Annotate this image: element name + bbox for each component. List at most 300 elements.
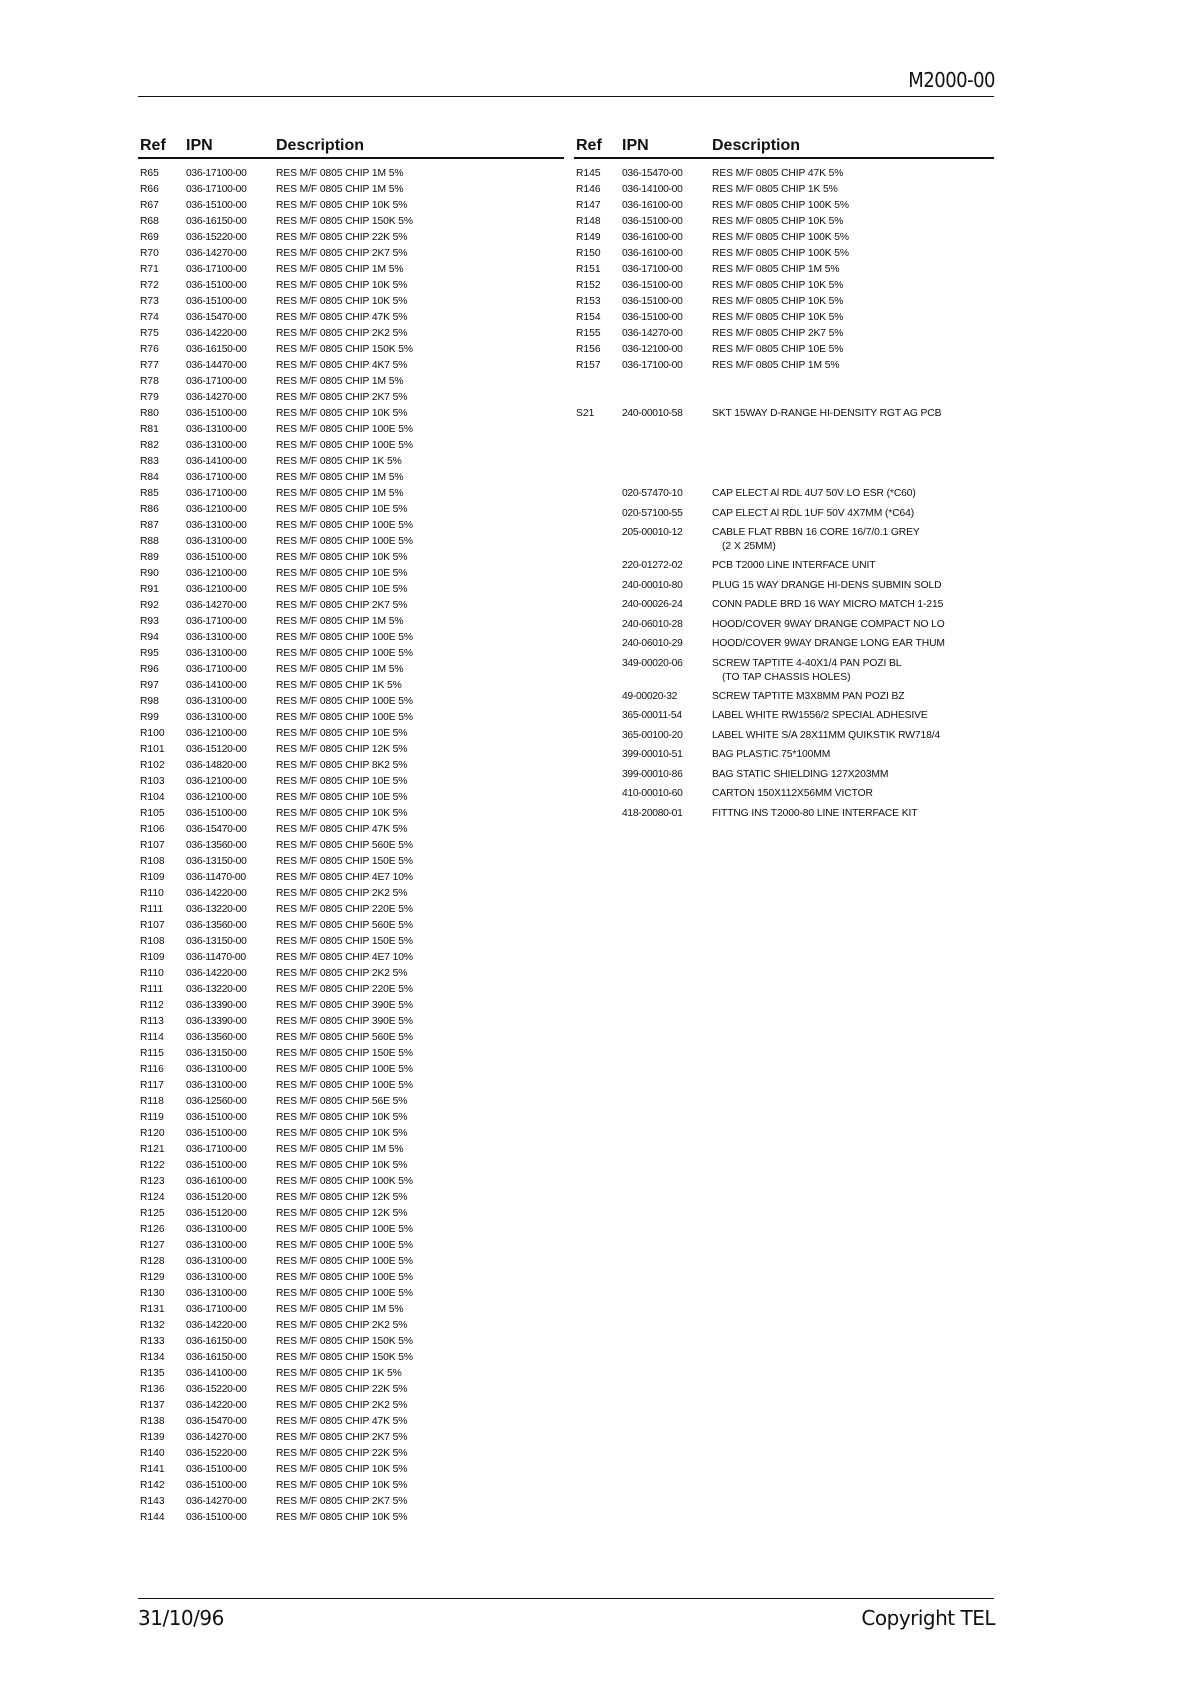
part-row — [574, 787, 994, 807]
description-cell: RES M/F 0805 CHIP 1M 5% — [276, 376, 404, 387]
table-row — [574, 310, 994, 326]
description-cell: RES M/F 0805 CHIP 10K 5% — [276, 808, 408, 819]
ref-cell: R137 — [140, 1400, 165, 1411]
ref-cell: R81 — [140, 424, 159, 435]
ref-cell: R76 — [140, 344, 159, 355]
table-row — [138, 918, 564, 934]
ipn-cell: 036-14220-00 — [186, 1320, 247, 1331]
ipn-cell: 240-00026-24 — [622, 599, 683, 610]
table-row — [138, 1414, 564, 1430]
ipn-cell: 365-00100-20 — [622, 729, 683, 741]
table-row — [138, 1270, 564, 1286]
description-cell: RES M/F 0805 CHIP 47K 5% — [276, 824, 408, 835]
table-row — [138, 998, 564, 1014]
description-cell: RES M/F 0805 CHIP 10K 5% — [276, 1512, 408, 1523]
table-row — [138, 950, 564, 966]
ref-cell: R68 — [140, 216, 159, 227]
ipn-cell: 036-12100-00 — [186, 728, 247, 739]
description-cell: RES M/F 0805 CHIP 150E 5% — [276, 856, 413, 867]
ref-cell: R94 — [140, 632, 159, 643]
ipn-cell: 240-00010-80 — [622, 579, 683, 591]
ipn-cell: 240-00010-58 — [622, 408, 683, 419]
ref-cell: R129 — [140, 1272, 165, 1283]
ipn-cell: 036-13560-00 — [186, 920, 247, 931]
description-cell: CAP ELECT Al RDL 4U7 50V LO ESR (*C60) — [712, 488, 916, 499]
description-cell: RES M/F 0805 CHIP 100E 5% — [276, 1256, 413, 1267]
ref-cell: R107 — [140, 920, 165, 931]
table-row — [138, 982, 564, 998]
description-cell: RES M/F 0805 CHIP 10K 5% — [712, 312, 844, 323]
ref-cell: R128 — [140, 1256, 165, 1267]
ipn-cell: 036-13100-00 — [186, 440, 247, 451]
ref-cell: R72 — [140, 280, 159, 291]
table-row — [138, 230, 564, 246]
description-cell: RES M/F 0805 CHIP 150K 5% — [276, 1352, 413, 1363]
description-cell: RES M/F 0805 CHIP 100E 5% — [276, 440, 413, 451]
ipn-cell: 036-12100-00 — [186, 584, 247, 595]
ipn-cell: 036-15100-00 — [622, 296, 683, 307]
ipn-cell: 020-57470-10 — [622, 488, 683, 499]
table-row — [574, 182, 994, 198]
table-row — [138, 1158, 564, 1174]
ipn-cell: 036-15100-00 — [186, 1128, 247, 1139]
ipn-cell: 036-13100-00 — [186, 1080, 247, 1091]
part-row — [574, 657, 994, 690]
header-ipn: IPN — [186, 137, 213, 154]
description-cell: RES M/F 0805 CHIP 10K 5% — [276, 1128, 408, 1139]
ipn-cell: 036-16100-00 — [622, 248, 683, 259]
ipn-cell: 020-57100-55 — [622, 507, 683, 519]
description-cell: RES M/F 0805 CHIP 1K 5% — [276, 456, 402, 467]
ipn-cell: 036-15470-00 — [622, 168, 683, 179]
table-row — [138, 966, 564, 982]
description-cell: BAG PLASTIC 75*100MM — [712, 749, 831, 760]
description-cell: RES M/F 0805 CHIP 2K2 5% — [276, 328, 408, 339]
ipn-cell: 036-13100-00 — [186, 1288, 247, 1299]
ref-cell: R69 — [140, 232, 159, 243]
table-row — [138, 166, 564, 182]
ipn-cell: 036-13220-00 — [186, 904, 247, 915]
ref-cell: R115 — [140, 1048, 164, 1059]
ref-cell: R153 — [576, 296, 601, 307]
ref-cell: R118 — [140, 1096, 164, 1107]
ipn-cell: 036-14220-00 — [186, 1400, 247, 1411]
table-row — [138, 1334, 564, 1350]
table-row — [574, 262, 994, 278]
ipn-cell: 036-13100-00 — [186, 696, 247, 707]
description-cell: RES M/F 0805 CHIP 100E 5% — [276, 520, 413, 531]
part-row — [574, 637, 994, 657]
ipn-cell: 036-14100-00 — [186, 456, 247, 467]
description-cell: RES M/F 0805 CHIP 2K7 5% — [276, 392, 408, 403]
table-row — [138, 822, 564, 838]
table-row — [138, 1206, 564, 1222]
description-cell: FITTNG INS T2000-80 LINE INTERFACE KIT — [712, 807, 918, 819]
table-row — [138, 278, 564, 294]
ref-cell: R132 — [140, 1320, 165, 1331]
table-row — [138, 1110, 564, 1126]
description-cell: RES M/F 0805 CHIP 1K 5% — [712, 184, 838, 195]
ipn-cell: 036-16100-00 — [186, 1176, 247, 1187]
ipn-cell: 036-15220-00 — [186, 1448, 247, 1459]
ipn-cell: 036-15100-00 — [186, 1480, 247, 1491]
ipn-cell: 036-14270-00 — [186, 1496, 247, 1507]
ref-cell: R138 — [140, 1416, 165, 1427]
ipn-cell: 036-17100-00 — [622, 264, 683, 275]
table-row — [138, 1398, 564, 1414]
ref-cell: R125 — [140, 1208, 165, 1219]
ipn-cell: 036-13150-00 — [186, 856, 247, 867]
ipn-cell: 036-13100-00 — [186, 1224, 247, 1235]
table-row — [138, 1478, 564, 1494]
ref-cell: R108 — [140, 856, 165, 867]
header-ipn: IPN — [622, 137, 649, 154]
ref-cell: R152 — [576, 280, 601, 291]
ipn-cell: 036-15100-00 — [186, 280, 247, 291]
ref-cell: R143 — [140, 1496, 165, 1507]
ipn-cell: 036-16100-00 — [622, 200, 683, 211]
ref-cell: R87 — [140, 520, 159, 531]
ref-cell: R103 — [140, 776, 165, 787]
description-cell: RES M/F 0805 CHIP 100K 5% — [276, 1176, 413, 1187]
description-cell: RES M/F 0805 CHIP 10K 5% — [276, 1160, 408, 1171]
table-row — [138, 518, 564, 534]
description-cell: RES M/F 0805 CHIP 1M 5% — [712, 264, 840, 275]
description-cell: RES M/F 0805 CHIP 220E 5% — [276, 984, 413, 995]
table-row — [138, 774, 564, 790]
description-cell: LABEL WHITE S/A 28X11MM QUIKSTIK RW718/4 — [712, 729, 941, 741]
table-row — [138, 182, 564, 198]
ipn-cell: 036-15120-00 — [186, 1192, 247, 1203]
ref-cell: R104 — [140, 792, 165, 803]
ipn-cell: 399-00010-51 — [622, 749, 683, 760]
ipn-cell: 036-14470-00 — [186, 360, 247, 371]
ref-cell: R113 — [140, 1016, 164, 1027]
ipn-cell: 036-17100-00 — [186, 472, 247, 483]
part-row — [574, 598, 994, 618]
ref-cell: R65 — [140, 168, 159, 179]
ref-cell: R91 — [140, 584, 159, 595]
table-row — [138, 646, 564, 662]
table-row — [138, 1446, 564, 1462]
table-row — [138, 1286, 564, 1302]
description-cell: RES M/F 0805 CHIP 2K7 5% — [276, 248, 408, 259]
table-row — [138, 342, 564, 358]
ipn-cell: 036-13100-00 — [186, 648, 247, 659]
description-cell: RES M/F 0805 CHIP 1M 5% — [276, 184, 404, 195]
ref-cell: R135 — [140, 1368, 165, 1379]
ipn-cell: 036-14270-00 — [186, 600, 247, 611]
part-row — [574, 729, 994, 749]
ipn-cell: 036-15100-00 — [186, 200, 247, 211]
description-cell: RES M/F 0805 CHIP 150K 5% — [276, 216, 413, 227]
description-cell: RES M/F 0805 CHIP 10K 5% — [276, 280, 408, 291]
description-cell: RES M/F 0805 CHIP 390E 5% — [276, 1016, 413, 1027]
part-row — [574, 807, 994, 827]
table-row — [138, 598, 564, 614]
table-row — [574, 358, 994, 374]
table-body — [574, 166, 994, 374]
table-row — [138, 582, 564, 598]
description-cell: RES M/F 0805 CHIP 10K 5% — [276, 1112, 408, 1123]
description-cell: RES M/F 0805 CHIP 100E 5% — [276, 1272, 413, 1283]
header-rule — [138, 96, 994, 97]
description-cell: RES M/F 0805 CHIP 2K7 5% — [276, 600, 408, 611]
ref-cell: R148 — [576, 216, 601, 227]
ref-cell: R111 — [140, 984, 164, 995]
ipn-cell: 036-17100-00 — [186, 168, 247, 179]
description-cell: RES M/F 0805 CHIP 12K 5% — [276, 744, 408, 755]
description-cell: HOOD/COVER 9WAY DRANGE LONG EAR THUM — [712, 638, 945, 649]
table-row — [138, 934, 564, 950]
description-cell: RES M/F 0805 CHIP 1M 5% — [276, 664, 404, 675]
ref-cell: R146 — [576, 184, 601, 195]
ref-cell: R109 — [140, 872, 165, 883]
ipn-cell: 036-14270-00 — [186, 392, 247, 403]
description-cell: RES M/F 0805 CHIP 100K 5% — [712, 232, 849, 243]
table-row — [574, 246, 994, 262]
part-row — [574, 709, 994, 729]
table-row — [138, 1142, 564, 1158]
description-cell: RES M/F 0805 CHIP 2K2 5% — [276, 968, 408, 979]
ipn-cell: 418-20080-01 — [622, 807, 683, 819]
ipn-cell: 036-17100-00 — [186, 616, 247, 627]
table-header — [574, 137, 994, 159]
ref-cell: R106 — [140, 824, 165, 835]
description-cell: RES M/F 0805 CHIP 4K7 5% — [276, 360, 408, 371]
description-cell: RES M/F 0805 CHIP 150K 5% — [276, 1336, 413, 1347]
ipn-cell: 240-06010-29 — [622, 638, 683, 649]
ipn-cell: 205-00010-12 — [622, 527, 683, 538]
ipn-cell: 365-00011-54 — [622, 710, 682, 721]
ref-cell: R157 — [576, 360, 601, 371]
table-row — [138, 246, 564, 262]
table-row — [138, 438, 564, 454]
table-row — [138, 470, 564, 486]
table-row — [138, 1062, 564, 1078]
description-cell: RES M/F 0805 CHIP 2K7 5% — [276, 1432, 408, 1443]
header-ref: Ref — [576, 137, 602, 154]
ref-cell: R97 — [140, 680, 159, 691]
ipn-cell: 036-15100-00 — [186, 1160, 247, 1171]
description-cell: PCB T2000 LINE INTERFACE UNIT — [712, 560, 876, 571]
part-row — [574, 618, 994, 638]
description-cell: RES M/F 0805 CHIP 560E 5% — [276, 840, 413, 851]
description-cell: SCREW TAPTITE M3X8MM PAN POZI BZ — [712, 690, 905, 702]
ipn-cell: 036-15220-00 — [186, 232, 247, 243]
ref-cell: R121 — [140, 1144, 165, 1155]
ref-cell: R120 — [140, 1128, 165, 1139]
description-cell: RES M/F 0805 CHIP 1M 5% — [276, 616, 404, 627]
ipn-cell: 410-00010-60 — [622, 788, 683, 799]
description-cell: RES M/F 0805 CHIP 100K 5% — [712, 200, 849, 211]
table-row — [138, 406, 564, 422]
ipn-cell: 036-16150-00 — [186, 216, 247, 227]
part-row — [574, 487, 994, 507]
ref-cell: R130 — [140, 1288, 165, 1299]
ref-cell: R151 — [576, 264, 601, 275]
footer-copyright: Copyright TEL — [861, 1606, 995, 1630]
ipn-cell: 036-14220-00 — [186, 328, 247, 339]
ipn-cell: 036-13100-00 — [186, 1272, 247, 1283]
table-row — [138, 1030, 564, 1046]
ipn-cell: 036-17100-00 — [186, 184, 247, 195]
table-row — [574, 278, 994, 294]
ref-cell: R93 — [140, 616, 159, 627]
description-cell: RES M/F 0805 CHIP 10K 5% — [276, 1464, 408, 1475]
ipn-cell: 036-17100-00 — [186, 664, 247, 675]
table-row — [138, 1046, 564, 1062]
ipn-cell: 036-13100-00 — [186, 632, 247, 643]
ref-cell: R141 — [140, 1464, 165, 1475]
ref-cell: R70 — [140, 248, 159, 259]
table-row — [138, 198, 564, 214]
description-cell: RES M/F 0805 CHIP 2K2 5% — [276, 1400, 408, 1411]
table-row — [138, 742, 564, 758]
description-cell: RES M/F 0805 CHIP 150K 5% — [276, 344, 413, 355]
ref-cell: R112 — [140, 1000, 164, 1011]
table-row — [138, 1462, 564, 1478]
ipn-cell: 036-13560-00 — [186, 840, 247, 851]
ipn-cell: 036-13100-00 — [186, 1256, 247, 1267]
ipn-cell: 036-12100-00 — [186, 776, 247, 787]
description-cell: RES M/F 0805 CHIP 4E7 10% — [276, 952, 413, 963]
table-row — [138, 1318, 564, 1334]
ref-cell: R79 — [140, 392, 159, 403]
description-cell: RES M/F 0805 CHIP 100E 5% — [276, 1224, 413, 1235]
ipn-cell: 036-17100-00 — [186, 264, 247, 275]
table-row — [138, 1014, 564, 1030]
table-row — [138, 662, 564, 678]
ipn-cell: 036-16150-00 — [186, 1336, 247, 1347]
description-cell: RES M/F 0805 CHIP 390E 5% — [276, 1000, 413, 1011]
ipn-cell: 036-15120-00 — [186, 1208, 247, 1219]
table-row — [574, 294, 994, 310]
footer-date: 31/10/96 — [138, 1606, 224, 1630]
description-cell: RES M/F 0805 CHIP 100E 5% — [276, 536, 413, 547]
description-cell: SCREW TAPTITE 4-40X1/4 PAN POZI BL — [712, 657, 902, 669]
ref-cell: R145 — [576, 168, 601, 179]
table-row — [138, 678, 564, 694]
ipn-cell: 036-17100-00 — [186, 1304, 247, 1315]
part-row — [574, 526, 994, 559]
description-cell: RES M/F 0805 CHIP 2K2 5% — [276, 1320, 408, 1331]
description-cell: RES M/F 0805 CHIP 1M 5% — [712, 360, 840, 371]
table-row — [138, 710, 564, 726]
description-cell: RES M/F 0805 CHIP 47K 5% — [712, 168, 844, 179]
ipn-cell: 036-13100-00 — [186, 1064, 247, 1075]
ipn-cell: 036-13100-00 — [186, 536, 247, 547]
table-row — [138, 390, 564, 406]
description-cell: RES M/F 0805 CHIP 100E 5% — [276, 712, 413, 723]
ref-cell: R90 — [140, 568, 159, 579]
part-row — [574, 507, 994, 527]
ref-cell: R83 — [140, 456, 159, 467]
ref-cell: R71 — [140, 264, 159, 275]
ipn-cell: 036-15120-00 — [186, 744, 247, 755]
description-cell: RES M/F 0805 CHIP 10K 5% — [276, 552, 408, 563]
description-cell: BAG STATIC SHIELDING 127X203MM — [712, 768, 889, 780]
ref-cell: R105 — [140, 808, 165, 819]
ipn-cell: 036-14270-00 — [622, 328, 683, 339]
description-cell: RES M/F 0805 CHIP 22K 5% — [276, 1448, 408, 1459]
description-cell: RES M/F 0805 CHIP 100E 5% — [276, 1240, 413, 1251]
description-cell: RES M/F 0805 CHIP 100E 5% — [276, 424, 413, 435]
ipn-cell: 036-13100-00 — [186, 424, 247, 435]
table-row — [138, 550, 564, 566]
table-row — [138, 310, 564, 326]
ipn-cell: 036-13390-00 — [186, 1016, 247, 1027]
table-row — [138, 326, 564, 342]
ipn-cell: 036-12100-00 — [622, 344, 683, 355]
ref-cell: R124 — [140, 1192, 165, 1203]
table-row — [138, 1382, 564, 1398]
table-row — [138, 726, 564, 742]
ref-cell: R99 — [140, 712, 159, 723]
ref-cell: R110 — [140, 888, 164, 899]
ref-cell: R110 — [140, 968, 164, 979]
ipn-cell: 036-17100-00 — [186, 488, 247, 499]
header-description: Description — [276, 137, 365, 154]
ref-cell: R74 — [140, 312, 159, 323]
description-cell: RES M/F 0805 CHIP 1M 5% — [276, 488, 404, 499]
table-row — [138, 1350, 564, 1366]
part-row — [574, 579, 994, 599]
footer-rule — [138, 1598, 994, 1599]
ref-cell: R117 — [140, 1080, 164, 1091]
table-row — [138, 1190, 564, 1206]
description-cell: RES M/F 0805 CHIP 10E 5% — [712, 344, 844, 355]
ref-cell: R142 — [140, 1480, 165, 1491]
ref-cell: R96 — [140, 664, 159, 675]
ref-cell: R102 — [140, 760, 165, 771]
row-spacer — [574, 374, 994, 406]
table-row — [138, 630, 564, 646]
ref-cell: R77 — [140, 360, 159, 371]
description-cell: RES M/F 0805 CHIP 56E 5% — [276, 1096, 408, 1107]
description-cell: RES M/F 0805 CHIP 100E 5% — [276, 632, 413, 643]
description-cell: CARTON 150X112X56MM VICTOR — [712, 788, 873, 799]
table-row — [138, 886, 564, 902]
description-cell: RES M/F 0805 CHIP 10K 5% — [276, 1480, 408, 1491]
ipn-cell: 036-14220-00 — [186, 888, 247, 899]
ref-cell: R133 — [140, 1336, 165, 1347]
ref-cell: R114 — [140, 1032, 164, 1043]
table-row — [138, 1510, 564, 1526]
ref-cell: R86 — [140, 504, 159, 515]
header-description: Description — [712, 137, 801, 154]
ipn-cell: 036-13100-00 — [186, 520, 247, 531]
description-cell: RES M/F 0805 CHIP 100E 5% — [276, 1080, 413, 1091]
ipn-cell: 036-15100-00 — [186, 552, 247, 563]
ipn-cell: 240-06010-28 — [622, 618, 683, 630]
ipn-cell: 036-17100-00 — [186, 376, 247, 387]
ipn-cell: 036-15100-00 — [622, 216, 683, 227]
description-cell: RES M/F 0805 CHIP 2K7 5% — [712, 328, 844, 339]
table-row — [574, 406, 994, 422]
ref-cell: R67 — [140, 200, 159, 211]
table-row — [138, 1094, 564, 1110]
table-body — [138, 166, 564, 1526]
ref-cell: R92 — [140, 600, 159, 611]
ipn-cell: 036-13100-00 — [186, 712, 247, 723]
description-continuation: (TO TAP CHASSIS HOLES) — [722, 671, 851, 683]
description-cell: RES M/F 0805 CHIP 12K 5% — [276, 1192, 408, 1203]
description-cell: RES M/F 0805 CHIP 1M 5% — [276, 168, 404, 179]
table-row — [138, 1254, 564, 1270]
ref-cell: R126 — [140, 1224, 165, 1235]
description-cell: RES M/F 0805 CHIP 1M 5% — [276, 1144, 404, 1155]
